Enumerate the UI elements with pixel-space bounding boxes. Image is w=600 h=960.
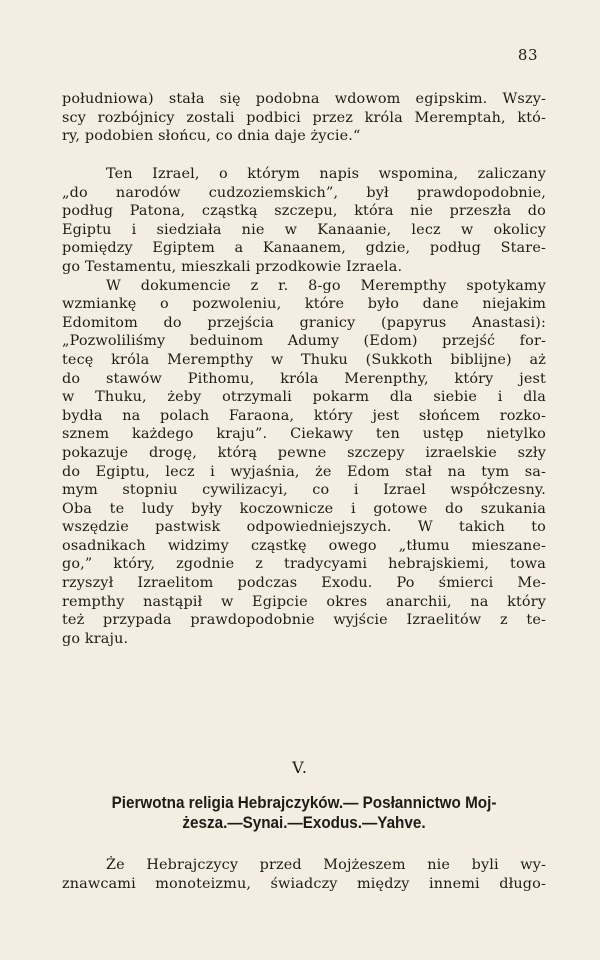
text-line: Ten Izrael, o którym napis wspomina, zaliczany [106, 166, 546, 182]
text-line: też przypada prawdopodobnie wyjście Izraelitów z te- [62, 612, 546, 629]
text-line: mym stopniu cywilizacyi, co i Izrael współczesny. [62, 482, 546, 499]
text-line: południowa) stała się podobna wdowom egipskim. Wszy- [62, 91, 546, 107]
text-line: pokazuje drogę, którą pewne szczepy izraelskie szły [62, 444, 546, 461]
text-line: Edomitom do przejścia granicy (papyrus Anastasi): [62, 314, 546, 331]
text-line: ry, podobien słońcu, co dnia daje życie.“ [62, 128, 361, 145]
text-line: podług Patona, cząstką szczepu, która nie przeszła do [62, 203, 546, 220]
text-line: pomiędzy Egiptem a Kanaanem, gdzie, podług Stare- [62, 240, 546, 257]
text-line: wzmiankę o pozwoleniu, które było dane niejakim [62, 296, 546, 313]
text-line: bydła na polach Faraona, który jest słońcem rozko- [62, 407, 546, 424]
text-line: Że Hebrajczycy przed Mojżeszem nie byli wy- [106, 857, 546, 873]
text-line: tecę króla Merempthy w Thuku (Sukkoth biblijne) aż [62, 351, 546, 368]
text-line: rzyszył Izraelitom podczas Exodu. Po śmierci Me- [62, 575, 546, 592]
body-text [62, 165, 546, 648]
text-line: w Thuku, żeby otrzymali pokarm dla siebie i dla [62, 389, 546, 406]
chapter-number: V. [292, 758, 308, 777]
text-line: „Pozwoliliśmy beduinom Adumy (Edom) przejść for- [62, 333, 546, 350]
text-line: go Testamentu, mieszkali przodkowie Izraela. [62, 258, 403, 275]
text-line: osadnikach widzimy cząstkę owego „tłumu mieszane- [62, 537, 546, 554]
paragraph-continuation [62, 90, 546, 146]
text-line: do Egiptu, lecz i wyjaśnia, że Edom stał na tym sa- [62, 463, 546, 480]
text-line: „do narodów cudzoziemskich”, był prawdopodobnie, [62, 184, 546, 201]
chapter-title [79, 793, 529, 833]
chapter-title-line: Pierwotna religia Hebrajczyków.— Posłannictwo Moj- [111, 794, 497, 812]
text-line: go kraju. [62, 630, 129, 647]
text-line: scy rozbójnicy zostali podbici przez króla Meremptah, któ- [62, 109, 546, 126]
chapter-body-text [62, 856, 546, 893]
chapter-title-line: żesza.—Synai.—Exodus.—Yahve. [182, 814, 426, 832]
text-line: Egiptu i siedziała nie w Kanaanie, lecz w okolicy [62, 221, 546, 238]
text-line: go,” który, zgodnie z tradycyami hebrajskiemi, towa [62, 556, 546, 573]
text-line: rempthy nastąpił w Egipcie okres anarchii, na który [62, 593, 546, 610]
text-line: Oba te ludy były koczownicze i gotowe do szukania [62, 500, 546, 517]
text-line: W dokumencie z r. 8-go Merempthy spotykamy [106, 277, 546, 294]
text-line: wszędzie pastwisk odpowiedniejszych. W takich to [62, 519, 546, 536]
page-number: 83 [517, 46, 538, 64]
text-line: sznem każdego kraju”. Ciekawy ten ustęp nietylko [62, 426, 546, 443]
text-line: znawcami monoteizmu, świadczy między innemi długo- [62, 875, 546, 892]
text-line: do stawów Pithomu, króla Merenpthy, który jest [62, 370, 546, 387]
